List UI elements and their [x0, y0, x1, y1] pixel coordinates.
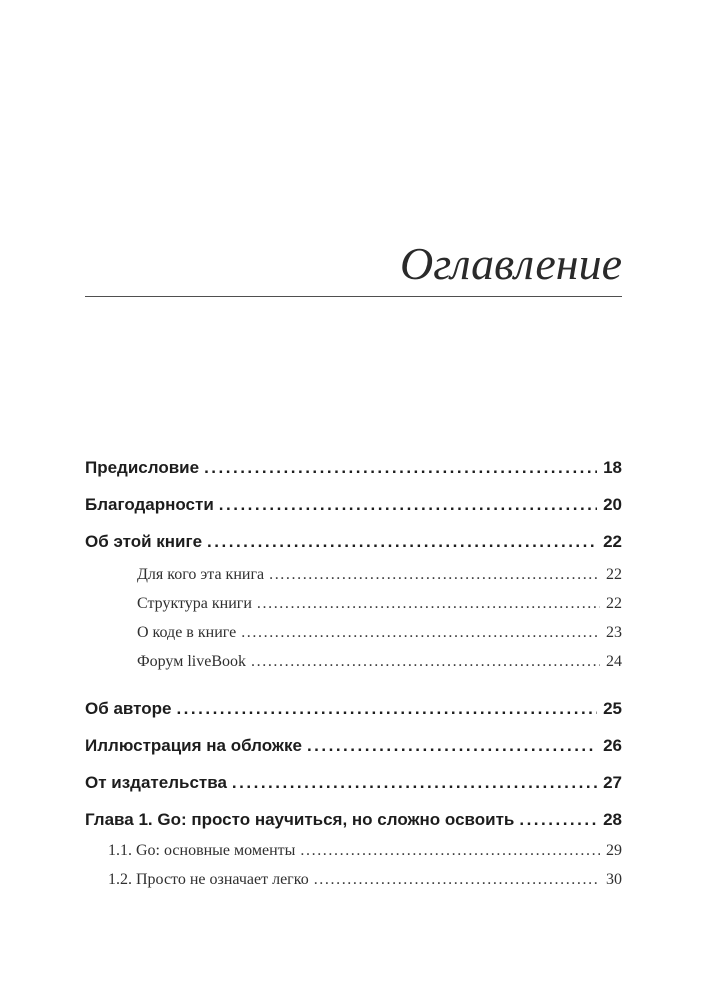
- toc-entry[interactable]: [85, 594, 622, 614]
- toc-entry[interactable]: [85, 735, 622, 756]
- dot-leader: [257, 594, 600, 614]
- toc-entry[interactable]: [85, 494, 622, 515]
- dot-leader: [314, 870, 600, 890]
- toc-header: [85, 238, 622, 297]
- dot-leader: [269, 565, 600, 585]
- toc-entry-label: 1.1. Go: основные моменты: [108, 842, 296, 859]
- toc-entry[interactable]: [85, 623, 622, 643]
- dot-leader: [204, 457, 597, 478]
- toc-entry-page: 22: [606, 566, 622, 583]
- toc-entry-label: Об этой книге: [85, 532, 203, 551]
- toc-entry-page: 29: [606, 842, 622, 859]
- toc-entry-page: 28: [603, 810, 622, 829]
- toc-entry-page: 27: [603, 773, 622, 792]
- dot-leader: [241, 623, 600, 643]
- toc-entry[interactable]: [85, 565, 622, 585]
- toc-entry-page: 24: [606, 653, 622, 670]
- toc-entry-label: Благодарности: [85, 495, 214, 514]
- toc-entry-page: 18: [603, 458, 622, 477]
- dot-leader: [519, 809, 597, 830]
- toc-entry-label: О коде в книге: [137, 624, 237, 641]
- toc-entry-label: Иллюстрация на обложке: [85, 736, 302, 755]
- toc-entry-label: 1.2. Просто не означает легко: [108, 871, 309, 888]
- toc-entry-label: Глава 1. Go: просто научиться, но сложно освоить: [85, 810, 515, 829]
- toc-entry[interactable]: [85, 870, 622, 890]
- toc-entry[interactable]: [85, 772, 622, 793]
- dot-leader: [176, 698, 597, 719]
- page-title: Оглавление: [399, 238, 622, 289]
- toc-entry-page: 22: [606, 595, 622, 612]
- toc-entry-page: 23: [606, 624, 622, 641]
- toc-entry-label: Для кого эта книга: [137, 566, 265, 583]
- toc-entry[interactable]: [85, 841, 622, 861]
- toc-entry[interactable]: [85, 531, 622, 552]
- toc-entry-page: 22: [603, 532, 622, 551]
- dot-leader: [232, 772, 597, 793]
- toc-entry[interactable]: [85, 652, 622, 672]
- toc-entry-page: 25: [603, 699, 622, 718]
- toc-entry-label: Об авторе: [85, 699, 172, 718]
- toc-entry-page: 30: [606, 871, 622, 888]
- dot-leader: [219, 494, 597, 515]
- toc-entry-page: 20: [603, 495, 622, 514]
- dot-leader: [207, 531, 597, 552]
- toc-entry-label: От издательства: [85, 773, 227, 792]
- title-rule: [85, 296, 622, 297]
- toc-entry-label: Предисловие: [85, 458, 200, 477]
- toc-entry-page: 26: [603, 736, 622, 755]
- toc-entry[interactable]: [85, 457, 622, 478]
- toc-list: [85, 457, 622, 890]
- dot-leader: [300, 841, 600, 861]
- toc-entry-label: Структура книги: [137, 595, 252, 612]
- toc-entry[interactable]: [85, 698, 622, 719]
- dot-leader: [307, 735, 597, 756]
- toc-entry[interactable]: [85, 809, 622, 830]
- dot-leader: [251, 652, 600, 672]
- toc-entry-label: Форум liveBook: [137, 653, 247, 670]
